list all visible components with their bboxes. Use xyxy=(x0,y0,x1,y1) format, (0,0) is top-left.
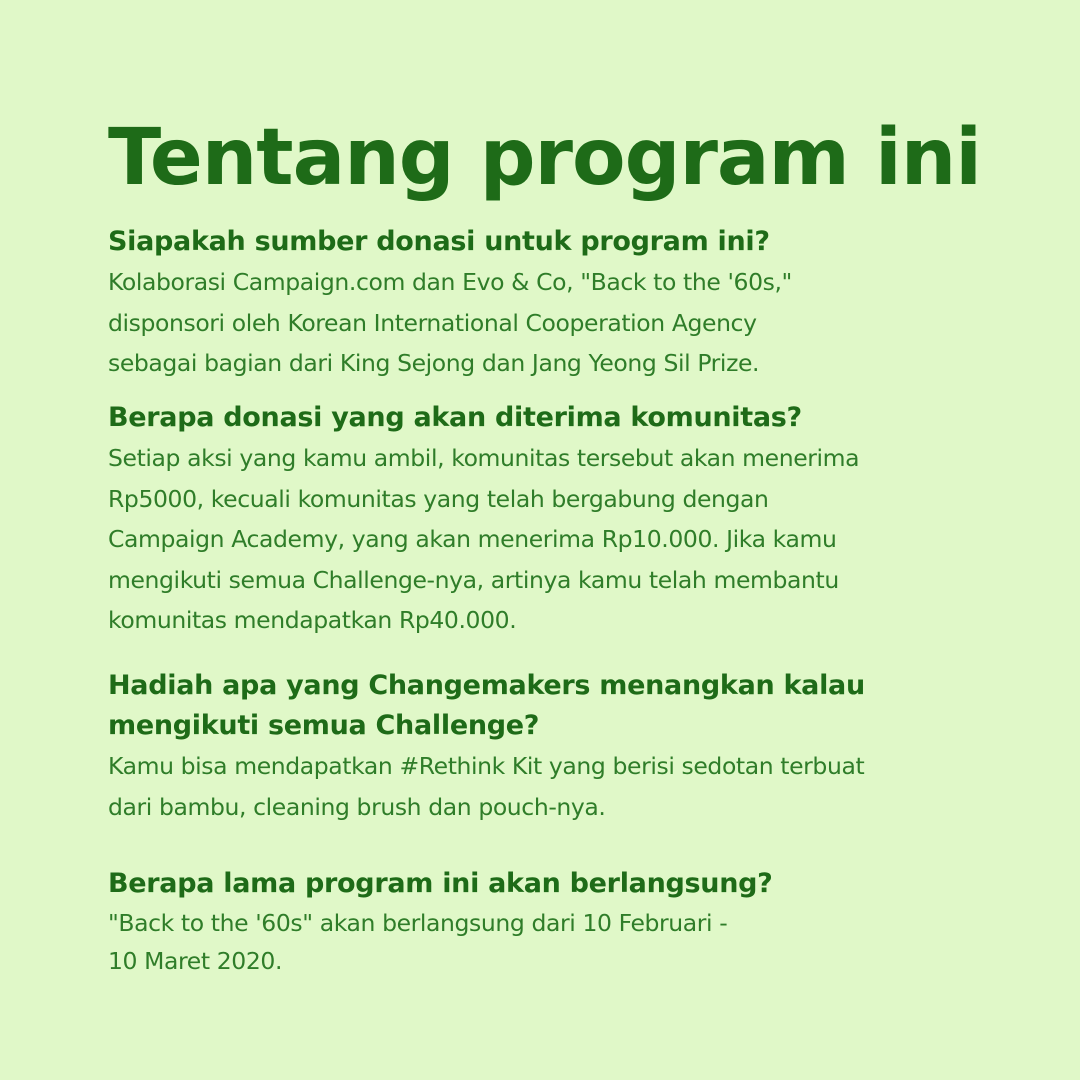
faq-answer-line: Rp5000, kecuali komunitas yang telah bergabung dengan xyxy=(108,484,769,513)
faq-question xyxy=(108,864,988,904)
faq-answer xyxy=(108,262,988,384)
faq-answer-line: Campaign Academy, yang akan menerima Rp10.000. Jika kamu xyxy=(108,525,837,553)
faq-answer-line: dari bambu, cleaning brush dan pouch-nya. xyxy=(108,792,606,821)
faq-question-line: mengikuti semua Challenge? xyxy=(108,710,540,741)
faq-answer xyxy=(108,438,988,641)
faq-answer-line: sebagai bagian dari King Sejong dan Jang Yeong Sil Prize. xyxy=(108,349,760,377)
faq-question-line: Berapa lama program ini akan berlangsung? xyxy=(108,868,773,899)
faq-answer xyxy=(108,746,988,827)
faq-answer-line: Setiap aksi yang kamu ambil, komunitas tersebut akan menerima xyxy=(108,444,860,472)
faq-question-line: Berapa donasi yang akan diterima komunitas? xyxy=(108,402,802,433)
faq-item-donation-amount xyxy=(108,398,988,641)
faq-question xyxy=(108,666,988,746)
faq-item-duration xyxy=(108,864,988,980)
faq-question xyxy=(108,398,988,438)
faq-question xyxy=(108,222,988,262)
faq-answer-line: mengikuti semua Challenge-nya, artinya kamu telah membantu xyxy=(108,565,839,594)
faq-answer-line: Kamu bisa mendapatkan #Rethink Kit yang berisi sedotan terbuat xyxy=(108,752,865,780)
faq-answer-line: 10 Maret 2020. xyxy=(108,947,283,975)
faq-item-donation-source xyxy=(108,222,988,384)
faq-question-line: Siapakah sumber donasi untuk program ini? xyxy=(108,226,770,257)
faq-answer-line: "Back to the '60s" akan berlangsung dari 10 Februari - xyxy=(108,909,728,937)
faq-answer-line: disponsori oleh Korean International Cooperation Agency xyxy=(108,308,757,337)
faq-item-prize xyxy=(108,666,988,827)
faq-question-line: Hadiah apa yang Changemakers menangkan kalau xyxy=(108,670,865,701)
faq-answer xyxy=(108,904,988,980)
faq-answer-line: komunitas mendapatkan Rp40.000. xyxy=(108,606,517,634)
faq-answer-line: Kolaborasi Campaign.com dan Evo & Co, "Back to the '60s," xyxy=(108,268,792,296)
page-title: Tentang program ini xyxy=(108,113,981,203)
